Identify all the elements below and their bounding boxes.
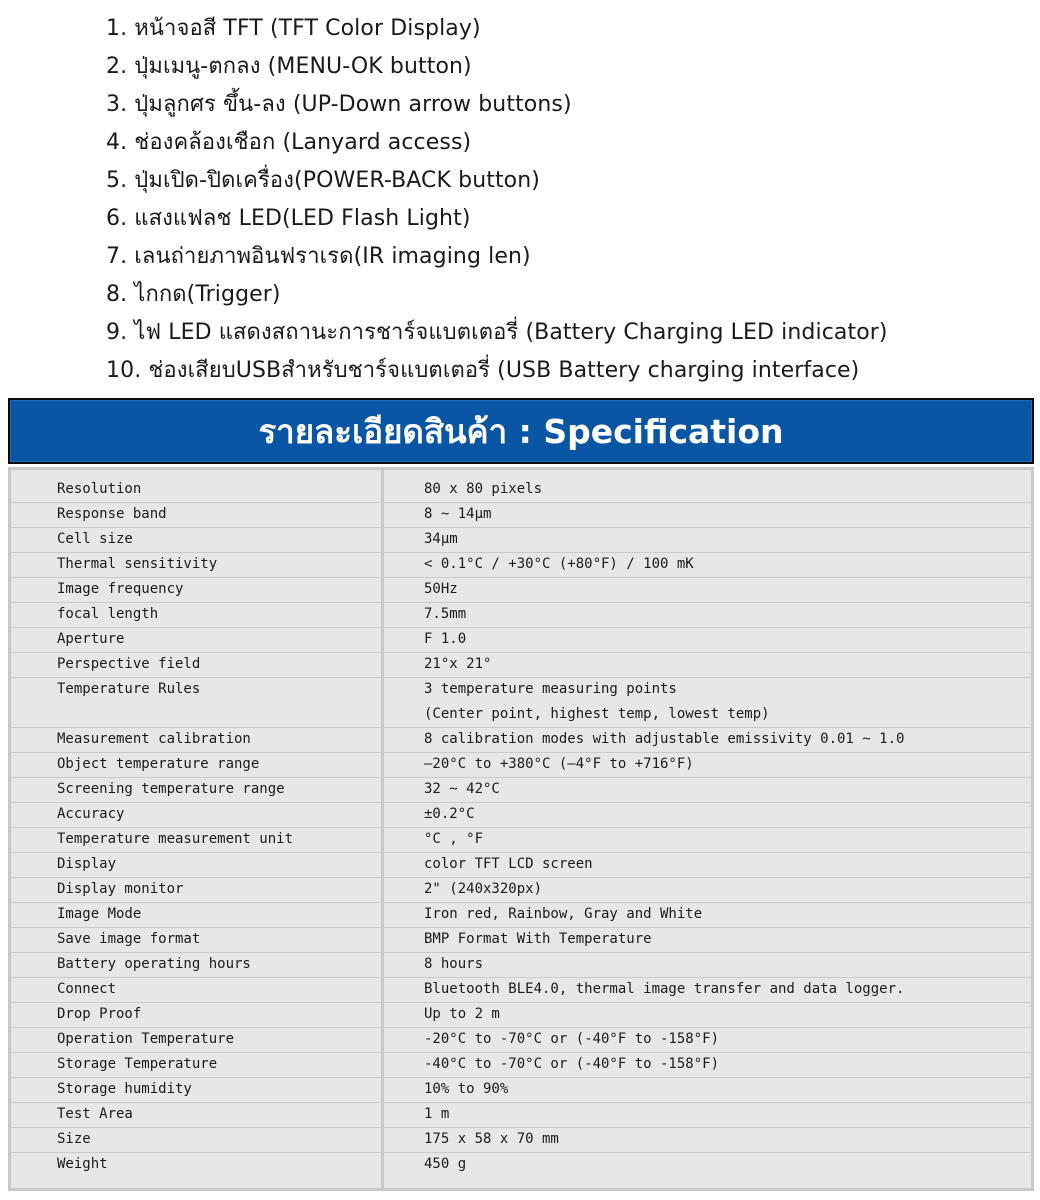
spec-value: color TFT LCD screen	[424, 856, 593, 872]
spec-value: °C , °F	[424, 831, 484, 847]
feature-item: 8. ไกกด(Trigger)	[106, 282, 281, 307]
spec-label: Size	[57, 1131, 91, 1147]
spec-row	[11, 527, 1031, 553]
spec-label: Weight	[57, 1156, 108, 1172]
spec-label: focal length	[57, 606, 159, 622]
spec-value: –20°C to +380°C (–4°F to +716°F)	[424, 756, 694, 772]
spec-value: 80 x 80 pixels	[424, 481, 543, 497]
spec-row	[11, 802, 1031, 828]
spec-value: 50Hz	[424, 581, 458, 597]
spec-value-continued: (Center point, highest temp, lowest temp)	[424, 706, 770, 722]
spec-row	[11, 1002, 1031, 1028]
spec-value: 10% to 90%	[424, 1081, 509, 1097]
spec-row	[11, 752, 1031, 778]
spec-label: Display monitor	[57, 881, 184, 897]
spec-label: Storage Temperature	[57, 1056, 218, 1072]
spec-value: 8 ~ 14μm	[424, 506, 492, 522]
spec-label: Screening temperature range	[57, 781, 285, 797]
spec-row	[11, 902, 1031, 928]
spec-label: Connect	[57, 981, 117, 997]
spec-label: Battery operating hours	[57, 956, 251, 972]
spec-label: Temperature Rules	[57, 681, 201, 697]
feature-item: 2. ปุ่มเมนู-ตกลง (MENU-OK button)	[106, 54, 472, 79]
spec-label: Resolution	[57, 481, 142, 497]
spec-row	[11, 827, 1031, 853]
spec-label: Measurement calibration	[57, 731, 251, 747]
spec-row	[11, 927, 1031, 953]
spec-label: Response band	[57, 506, 167, 522]
spec-row	[11, 1027, 1031, 1053]
spec-value: 8 calibration modes with adjustable emissivity 0.01 ~ 1.0	[424, 731, 905, 747]
spec-row	[11, 552, 1031, 578]
feature-item: 3. ปุ่มลูกศร ขึ้น-ลง (UP-Down arrow buttons)	[106, 92, 572, 117]
spec-row	[11, 477, 1031, 503]
spec-label: Aperture	[57, 631, 125, 647]
spec-row	[11, 852, 1031, 878]
spec-value: 8 hours	[424, 956, 484, 972]
feature-item: 9. ไฟ LED แสดงสถานะการชาร์จแบตเตอรี่ (Battery Charging LED indicator)	[106, 320, 888, 345]
spec-label: Test Area	[57, 1106, 133, 1122]
feature-item: 5. ปุ่มเปิด-ปิดเครื่อง(POWER-BACK button)	[106, 168, 540, 193]
spec-value: 1 m	[424, 1106, 450, 1122]
spec-row	[11, 952, 1031, 978]
spec-label: Cell size	[57, 531, 133, 547]
feature-item: 6. แสงแฟลช LED(LED Flash Light)	[106, 206, 471, 231]
spec-value: F 1.0	[424, 631, 467, 647]
spec-row	[11, 727, 1031, 753]
spec-row	[11, 1152, 1031, 1177]
spec-label: Temperature measurement unit	[57, 831, 294, 847]
spec-value: 32 ~ 42°C	[424, 781, 500, 797]
spec-label: Storage humidity	[57, 1081, 192, 1097]
spec-row	[11, 977, 1031, 1003]
spec-label: Drop Proof	[57, 1006, 142, 1022]
spec-row	[11, 577, 1031, 603]
spec-value: ±0.2°C	[424, 806, 475, 822]
feature-list	[106, 10, 888, 390]
spec-row	[11, 1077, 1031, 1103]
spec-label: Image frequency	[57, 581, 184, 597]
spec-value: 21°x 21°	[424, 656, 492, 672]
feature-item: 10. ช่องเสียบUSBสำหรับชาร์จแบตเตอรี่ (USB Battery charging interface)	[106, 358, 860, 383]
feature-item: 1. หน้าจอสี TFT (TFT Color Display)	[106, 16, 481, 41]
spec-value: < 0.1°C / +30°C (+80°F) / 100 mK	[424, 556, 694, 572]
spec-value: Up to 2 m	[424, 1006, 500, 1022]
spec-value: Iron red, Rainbow, Gray and White	[424, 906, 703, 922]
spec-value: 3 temperature measuring points	[424, 681, 677, 697]
spec-value: 7.5mm	[424, 606, 467, 622]
spec-row	[11, 627, 1031, 653]
spec-label: Save image format	[57, 931, 201, 947]
spec-value: -40°C to -70°C or (-40°F to -158°F)	[424, 1056, 720, 1072]
spec-value: Bluetooth BLE4.0, thermal image transfer and data logger.	[424, 981, 905, 997]
spec-label: Operation Temperature	[57, 1031, 235, 1047]
spec-row	[11, 1102, 1031, 1128]
spec-row	[11, 1127, 1031, 1153]
spec-label: Accuracy	[57, 806, 125, 822]
feature-item: 4. ช่องคล้องเชือก (Lanyard access)	[106, 130, 472, 155]
spec-row	[11, 502, 1031, 528]
spec-row	[11, 777, 1031, 803]
spec-value: -20°C to -70°C or (-40°F to -158°F)	[424, 1031, 720, 1047]
spec-value: 450 g	[424, 1156, 467, 1172]
spec-value: 175 x 58 x 70 mm	[424, 1131, 559, 1147]
spec-label: Image Mode	[57, 906, 142, 922]
spec-label: Thermal sensitivity	[57, 556, 218, 572]
spec-row	[11, 652, 1031, 678]
spec-row	[11, 877, 1031, 903]
spec-value: BMP Format With Temperature	[424, 931, 652, 947]
spec-title: รายละเอียดสินค้า : Specification	[258, 411, 784, 451]
spec-value: 34μm	[424, 531, 458, 547]
feature-item: 7. เลนถ่ายภาพอินฟราเรด(IR imaging len)	[106, 244, 531, 269]
spec-label: Display	[57, 856, 117, 872]
spec-table	[8, 467, 1034, 1191]
spec-label: Object temperature range	[57, 756, 260, 772]
spec-row	[11, 677, 1031, 728]
spec-value: 2" (240x320px)	[424, 881, 543, 897]
spec-row	[11, 602, 1031, 628]
spec-row	[11, 1052, 1031, 1078]
spec-header	[8, 398, 1034, 464]
spec-label: Perspective field	[57, 656, 201, 672]
